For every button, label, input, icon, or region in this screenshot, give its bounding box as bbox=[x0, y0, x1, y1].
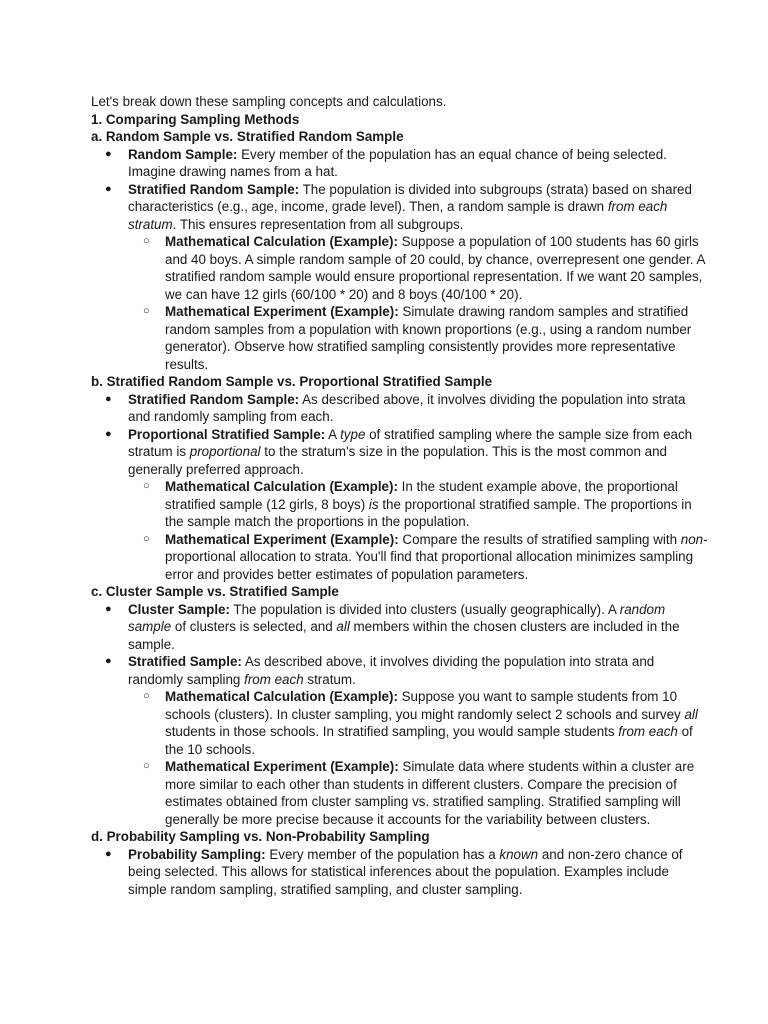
subsection-b-list bbox=[91, 391, 708, 584]
emphasis-text: non bbox=[680, 531, 704, 547]
intro-text: Let's break down these sampling concepts and calculations. bbox=[91, 94, 447, 109]
emphasis-text: known bbox=[499, 846, 539, 862]
hollow-bullet-icon: ○ bbox=[143, 480, 150, 492]
term-text: stratum. bbox=[303, 671, 356, 687]
list-item bbox=[91, 653, 708, 828]
sub-list-item bbox=[128, 233, 708, 303]
sub-list-item bbox=[128, 478, 708, 531]
list-item bbox=[91, 426, 708, 584]
term-text: As described above, it involves dividing the population into strata and randomly sampling from each. bbox=[128, 391, 686, 424]
term-text: Every member of the population has an equal chance of being selected. Imagine drawing names from a hat. bbox=[128, 146, 667, 179]
emphasis-text: from each bbox=[244, 671, 304, 687]
term-label: Stratified Sample: bbox=[128, 654, 242, 669]
sub-list-item bbox=[128, 531, 708, 584]
term-label: Stratified Random Sample: bbox=[128, 181, 300, 197]
hollow-bullet-icon: ○ bbox=[143, 305, 150, 317]
example-label: Mathematical Experiment (Example): bbox=[165, 304, 399, 319]
term-text: A bbox=[325, 426, 341, 442]
subsection-c-list bbox=[91, 601, 708, 829]
term-text: and non-zero chance of being selected. This allows for statistical inferences about the population. Examples include simple random sampling, stratified sampling, and cluster sampling. bbox=[128, 846, 683, 897]
example-text: students in those schools. In stratified sampling, you would sample students bbox=[165, 724, 619, 739]
term-text: to the stratum's size in the population. This is the most common and generally preferred approach. bbox=[128, 444, 667, 477]
subsection-b-heading: b. Stratified Random Sample vs. Proportional Stratified Sample bbox=[91, 374, 493, 389]
example-text: In the student example above, the proportional stratified sample (12 girls, 8 boys) bbox=[165, 479, 678, 512]
example-label: Mathematical Experiment (Example): bbox=[165, 759, 399, 774]
hollow-bullet-icon: ○ bbox=[143, 760, 150, 772]
subsection-a-heading: a. Random Sample vs. Stratified Random Sample bbox=[91, 129, 404, 144]
example-text: Compare the results of stratified sampling with bbox=[398, 531, 681, 547]
list-item bbox=[91, 181, 708, 374]
sub-list-item bbox=[128, 758, 708, 828]
example-text: Simulate data where students within a cluster are more similar to each other than students in different clusters. Compare the precision of estimates obtained from cluster sampling vs. stratified sampling. Stratified sampling will generally be more precise because it accounts for the variability between clusters. bbox=[165, 759, 695, 827]
example-text: the proportional stratified sample. The proportions in the sample match the proportions in the population. bbox=[165, 496, 692, 529]
sub-list-item bbox=[128, 303, 708, 373]
hollow-bullet-icon: ○ bbox=[143, 532, 150, 545]
term-text: members within the chosen clusters are included in the sample. bbox=[128, 619, 680, 652]
bullet-icon: ● bbox=[105, 147, 112, 160]
emphasis-text: random sample bbox=[128, 601, 666, 634]
bullet-icon: ● bbox=[105, 655, 112, 667]
subsection-d-list bbox=[91, 846, 708, 899]
term-text: . This ensures representation from all subgroups. bbox=[172, 216, 464, 232]
example-text: -proportional allocation to strata. You'll find that proportional allocation minimizes sampling error and provides better estimates of population parameters. bbox=[165, 531, 708, 582]
list-item bbox=[91, 601, 708, 654]
example-text: Suppose a population of 100 students has 60 girls and 40 boys. A simple random sample of 20 could, by chance, overrepresent one gender. A stratified random sample would ensure proportional representation. If we want 20 samples, we can have 12 girls (60/100 * 20) and 8 boys (40/100 * 20). bbox=[165, 234, 705, 302]
emphasis-text: all bbox=[336, 619, 350, 634]
bullet-icon: ● bbox=[105, 602, 112, 615]
term-text: The population is divided into subgroups (strata) based on shared characteristics (e.g., age, income, grade level). Then, a random sample is drawn bbox=[128, 181, 692, 214]
list-item bbox=[91, 846, 708, 899]
list-item bbox=[91, 391, 708, 426]
term-label: Random Sample: bbox=[128, 146, 238, 162]
subsection-a-list bbox=[91, 146, 708, 374]
term-text: The population is divided into clusters (usually geographically). A bbox=[229, 601, 620, 617]
emphasis-text: proportional bbox=[189, 444, 261, 459]
hollow-bullet-icon: ○ bbox=[143, 235, 150, 247]
list-item bbox=[91, 146, 708, 181]
emphasis-text: is bbox=[368, 496, 379, 512]
sub-list bbox=[128, 233, 708, 373]
bullet-icon: ● bbox=[105, 392, 112, 405]
term-text: of stratified sampling where the sample size from each stratum is bbox=[128, 426, 693, 459]
bullet-icon: ● bbox=[105, 847, 112, 860]
example-label: Mathematical Calculation (Example): bbox=[165, 234, 398, 249]
example-text: Suppose you want to sample students from 10 schools (clusters). In cluster sampling, you might randomly select 2 schools and survey bbox=[165, 689, 685, 722]
sub-list-item bbox=[128, 688, 708, 758]
bullet-icon: ● bbox=[105, 427, 112, 440]
example-label: Mathematical Calculation (Example): bbox=[165, 479, 398, 494]
emphasis-text: from each stratum bbox=[128, 199, 668, 232]
term-label: Cluster Sample: bbox=[128, 601, 230, 617]
example-text: Simulate drawing random samples and stratified random samples from a population with known proportions (e.g., using a random number generator). Observe how stratified sampling consistently provides more representative results. bbox=[165, 304, 692, 372]
term-text: Every member of the population has a bbox=[265, 846, 500, 862]
bullet-icon: ● bbox=[105, 182, 112, 195]
hollow-bullet-icon: ○ bbox=[143, 690, 150, 702]
example-text: of the 10 schools. bbox=[165, 724, 693, 757]
example-label: Mathematical Calculation (Example): bbox=[165, 689, 398, 704]
term-label: Stratified Random Sample: bbox=[128, 391, 300, 407]
term-label: Proportional Stratified Sample: bbox=[128, 426, 326, 442]
term-text: of clusters is selected, and bbox=[171, 619, 337, 634]
emphasis-text: from each bbox=[618, 724, 678, 739]
emphasis-text: type bbox=[340, 426, 366, 442]
section-title: 1. Comparing Sampling Methods bbox=[91, 111, 300, 127]
sub-list bbox=[128, 688, 708, 828]
subsection-c-heading: c. Cluster Sample vs. Stratified Sample bbox=[91, 584, 339, 599]
term-label: Probability Sampling: bbox=[128, 846, 266, 862]
emphasis-text: all bbox=[684, 706, 698, 722]
term-text: As described above, it involves dividing the population into strata and randomly sampling bbox=[128, 654, 655, 687]
example-label: Mathematical Experiment (Example): bbox=[165, 531, 399, 547]
subsection-d-heading: d. Probability Sampling vs. Non-Probability Sampling bbox=[91, 829, 430, 844]
sub-list bbox=[128, 478, 708, 583]
